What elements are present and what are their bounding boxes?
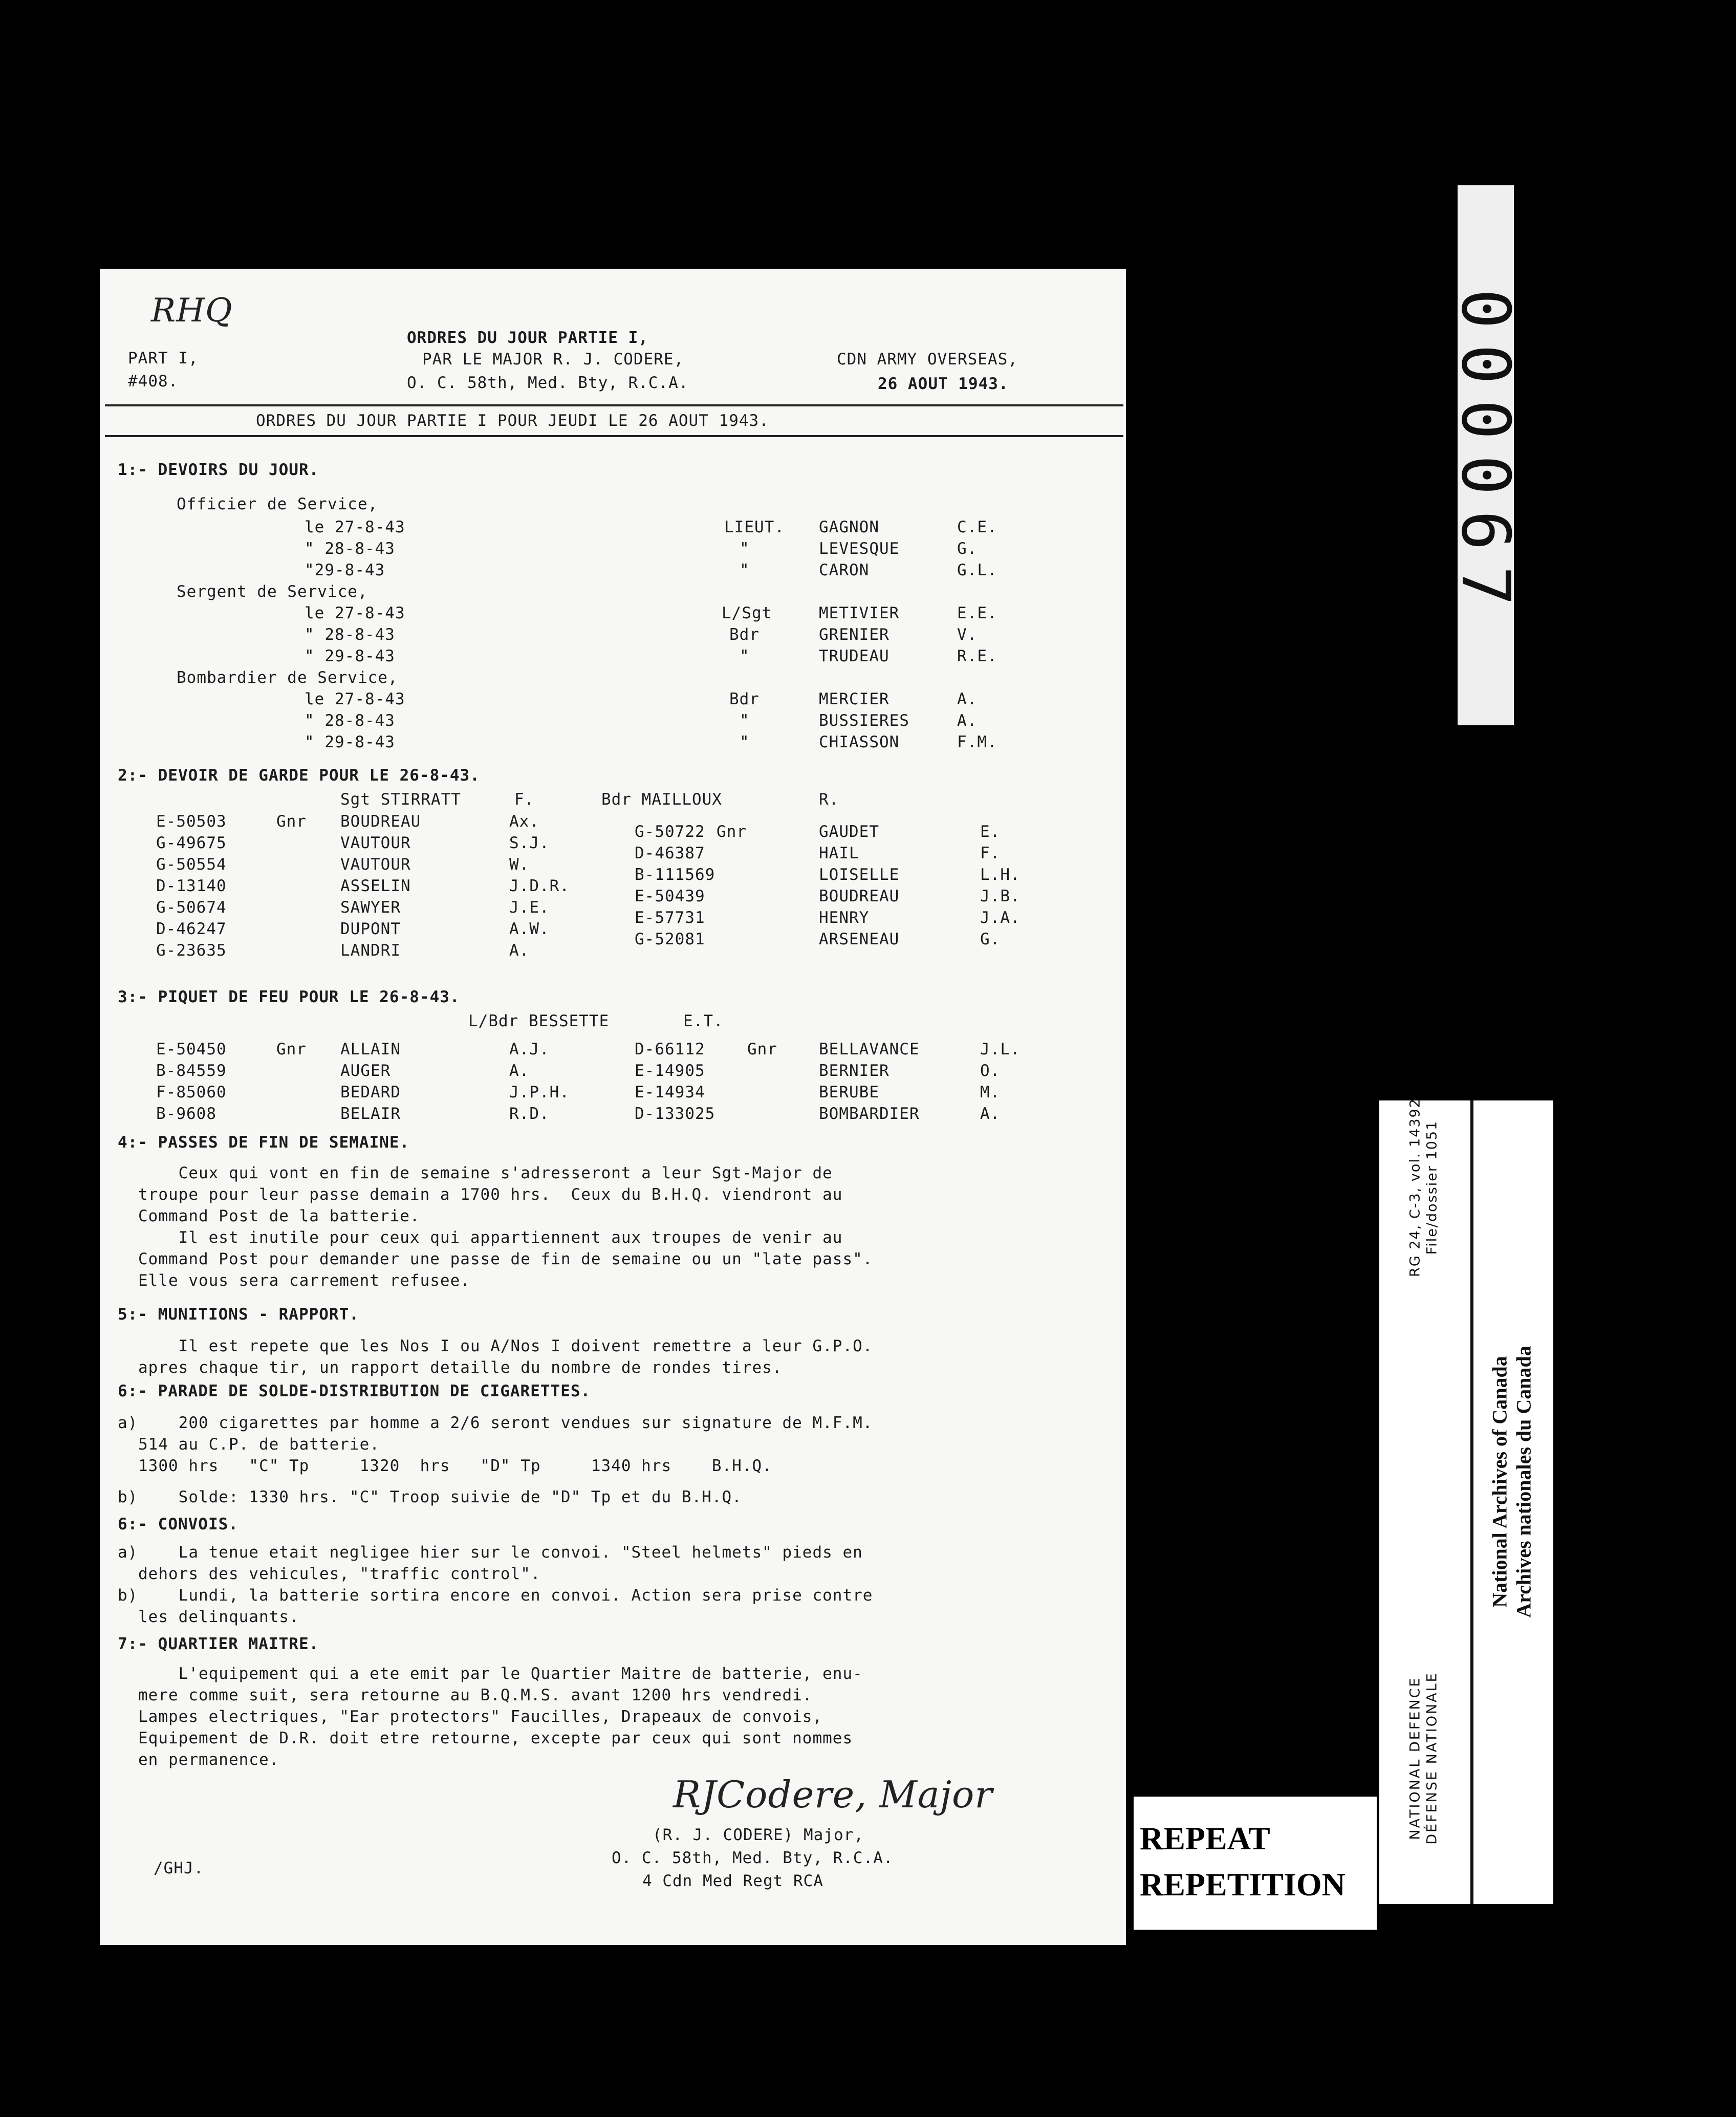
name: BELAIR — [340, 1105, 401, 1123]
name: SAWYER — [340, 898, 401, 917]
name: ASSELIN — [340, 877, 411, 895]
initials: J.P.H. — [509, 1083, 570, 1101]
body-line: Lundi, la batterie sortira encore en convoi. Action sera prise contre — [138, 1586, 873, 1605]
service-number: D-133025 — [635, 1105, 715, 1123]
duty-name: BUSSIERES — [819, 711, 909, 730]
initials: F. — [980, 844, 1001, 862]
initials: E. — [980, 823, 1001, 841]
service-number: D-13140 — [156, 877, 227, 895]
group-title: Sergent de Service, — [177, 582, 368, 601]
initials: J.L. — [980, 1040, 1021, 1058]
file-reference: File/dossier 1051 — [1424, 1120, 1440, 1255]
initials: R.D. — [509, 1105, 550, 1123]
name: LANDRI — [340, 941, 401, 960]
name: BELLAVANCE — [819, 1040, 920, 1058]
duty-initials: R.E. — [957, 647, 997, 665]
duty-initials: A. — [957, 690, 978, 708]
service-number: D-46247 — [156, 920, 227, 938]
duty-date: " 29-8-43 — [305, 647, 395, 665]
body-line: L'equipement qui a ete emit par le Quartier Maitre de batterie, enu- — [138, 1665, 863, 1683]
army-line: CDN ARMY OVERSEAS, — [837, 350, 1018, 369]
service-number: G-23635 — [156, 941, 227, 960]
duty-date: " 28-8-43 — [305, 711, 395, 730]
duty-initials: G. — [957, 539, 978, 558]
name: GAUDET — [819, 823, 879, 841]
document-subtitle: ORDRES DU JOUR PARTIE I POUR JEUDI LE 26 AOUT 1943. — [256, 412, 769, 430]
reel-number: 000067 — [1447, 289, 1525, 621]
duty-rank: LIEUT. — [724, 518, 785, 536]
initials: M. — [980, 1083, 1001, 1101]
name: BEDARD — [340, 1083, 401, 1101]
section-4-heading: 4:- PASSES DE FIN DE SEMAINE. — [118, 1133, 410, 1152]
national-defence-text: NATIONAL DEFENCE — [1407, 1676, 1423, 1840]
document-title: ORDRES DU JOUR PARTIE I, — [407, 329, 648, 347]
item-label: a) — [118, 1414, 138, 1432]
initials: W. — [509, 855, 530, 874]
body-line: Solde: 1330 hrs. "C" Troop suivie de "D" Tp et du B.H.Q. — [138, 1488, 742, 1506]
guard-bombardier-initials: R. — [819, 790, 839, 809]
duty-date: "29-8-43 — [305, 561, 385, 579]
service-number: D-46387 — [635, 844, 705, 862]
initials: J.B. — [980, 887, 1021, 905]
document-page — [100, 269, 1126, 1945]
body-line: troupe pour leur passe demain a 1700 hrs. Ceux du B.H.Q. viendront au — [138, 1185, 843, 1204]
duty-initials: F.M. — [957, 733, 997, 751]
repetition-text: REPETITION — [1140, 1866, 1346, 1903]
initials: S.J. — [509, 834, 550, 852]
rank: Gnr — [747, 1040, 777, 1058]
service-number: B-111569 — [635, 866, 715, 884]
section-7-heading: 7:- QUARTIER MAITRE. — [118, 1635, 319, 1653]
body-line: La tenue etait negligee hier sur le convoi. "Steel helmets" pieds en — [138, 1543, 863, 1562]
initials: L.H. — [980, 866, 1021, 884]
initials: G. — [980, 930, 1001, 948]
duty-initials: C.E. — [957, 518, 997, 536]
issuer-line: PAR LE MAJOR R. J. CODERE, — [422, 350, 684, 369]
item-label: a) — [118, 1543, 138, 1562]
signature-unit: O. C. 58th, Med. Bty, R.C.A. — [612, 1849, 894, 1867]
duty-rank: Bdr — [729, 625, 760, 644]
name: ALLAIN — [340, 1040, 401, 1058]
service-number: G-49675 — [156, 834, 227, 852]
duty-name: MERCIER — [819, 690, 889, 708]
duty-rank: L/Sgt — [722, 604, 772, 622]
repeat-text: REPEAT — [1140, 1820, 1270, 1856]
rank: Gnr — [276, 1040, 307, 1058]
signature-name: (R. J. CODERE) Major, — [653, 1826, 864, 1844]
unit-line: O. C. 58th, Med. Bty, R.C.A. — [407, 374, 689, 392]
picket-leader-initials: E.T. — [683, 1012, 724, 1030]
initials: J.D.R. — [509, 877, 570, 895]
service-number: B-9608 — [156, 1105, 216, 1123]
name: BERUBE — [819, 1083, 879, 1101]
duty-date: " 29-8-43 — [305, 733, 395, 751]
body-line: 1300 hrs "C" Tp 1320 hrs "D" Tp 1340 hrs B.H.Q. — [138, 1457, 772, 1475]
guard-sergeant: Sgt STIRRATT — [340, 790, 461, 809]
name: DUPONT — [340, 920, 401, 938]
service-number: E-50439 — [635, 887, 705, 905]
duty-name: METIVIER — [819, 604, 900, 622]
body-line: 514 au C.P. de batterie. — [138, 1435, 380, 1454]
name: VAUTOUR — [340, 834, 411, 852]
section-6-heading: 6:- PARADE DE SOLDE-DISTRIBUTION DE CIGARETTES. — [118, 1382, 591, 1400]
name: LOISELLE — [819, 866, 900, 884]
service-number: E-14934 — [635, 1083, 705, 1101]
guard-sergeant-initials: F. — [514, 790, 535, 809]
item-label: b) — [118, 1488, 138, 1506]
typist-initials: /GHJ. — [154, 1859, 204, 1877]
body-line: Il est repete que les Nos I ou A/Nos I doivent remettre a leur G.P.O. — [138, 1337, 873, 1355]
defense-nationale-text: DÉFENSE NATIONALE — [1424, 1672, 1440, 1845]
body-line: apres chaque tir, un rapport detaille du nombre de rondes tires. — [138, 1358, 783, 1377]
name: ARSENEAU — [819, 930, 900, 948]
section-5-heading: 5:- MUNITIONS - RAPPORT. — [118, 1305, 359, 1324]
service-number: G-52081 — [635, 930, 705, 948]
record-group-reference: RG 24, C-3, vol. 14392 — [1407, 1098, 1423, 1277]
document-date: 26 AOUT 1943. — [878, 375, 1009, 393]
guard-bombardier: Bdr MAILLOUX — [601, 790, 722, 809]
service-number: D-66112 — [635, 1040, 705, 1058]
service-number: F-85060 — [156, 1083, 227, 1101]
body-line: mere comme suit, sera retourne au B.Q.M.S. avant 1200 hrs vendredi. — [138, 1686, 813, 1704]
initials: A. — [509, 941, 530, 960]
duty-name: TRUDEAU — [819, 647, 889, 665]
service-number: E-57731 — [635, 909, 705, 927]
duty-rank: " — [740, 647, 750, 665]
rank: Gnr — [717, 823, 747, 841]
duty-date: " 28-8-43 — [305, 539, 395, 558]
duty-initials: A. — [957, 711, 978, 730]
duty-rank: " — [740, 539, 750, 558]
handwritten-signature: RJCodere, Major — [673, 1773, 993, 1816]
subtitle-rule — [105, 435, 1123, 437]
duty-rank: " — [740, 733, 750, 751]
group-title: Officier de Service, — [177, 495, 378, 513]
initials: A. — [509, 1062, 530, 1080]
picket-leader: L/Bdr BESSETTE — [468, 1012, 610, 1030]
section-2-heading: 2:- DEVOIR DE GARDE POUR LE 26-8-43. — [118, 766, 480, 785]
duty-initials: V. — [957, 625, 978, 644]
handwritten-note: RHQ — [151, 292, 233, 330]
duty-date: le 27-8-43 — [305, 518, 405, 536]
body-line: Command Post pour demander une passe de fin de semaine ou un "late pass". — [138, 1250, 873, 1268]
name: HAIL — [819, 844, 859, 862]
service-number: E-50503 — [156, 812, 227, 831]
initials: J.A. — [980, 909, 1021, 927]
signature-regiment: 4 Cdn Med Regt RCA — [642, 1872, 823, 1890]
initials: A.W. — [509, 920, 550, 938]
archive-reference-tag — [1379, 1100, 1553, 1904]
tag-divider — [1470, 1100, 1473, 1904]
group-title: Bombardier de Service, — [177, 668, 398, 687]
duty-name: CHIASSON — [819, 733, 900, 751]
repeat-stamp — [1134, 1797, 1377, 1930]
duty-date: le 27-8-43 — [305, 690, 405, 708]
initials: J.E. — [509, 898, 550, 917]
section-6b-heading: 6:- CONVOIS. — [118, 1515, 238, 1533]
body-line: Command Post de la batterie. — [138, 1207, 420, 1225]
duty-rank: " — [740, 711, 750, 730]
body-line: dehors des vehicules, "traffic control". — [138, 1565, 541, 1583]
body-line: Lampes electriques, "Ear protectors" Faucilles, Drapeaux de convois, — [138, 1708, 823, 1726]
duty-name: CARON — [819, 561, 870, 579]
name: VAUTOUR — [340, 855, 411, 874]
body-line: Elle vous sera carrement refusee. — [138, 1271, 470, 1290]
duty-date: " 28-8-43 — [305, 625, 395, 644]
duty-name: LEVESQUE — [819, 539, 900, 558]
duty-rank: " — [740, 561, 750, 579]
duty-rank: Bdr — [729, 690, 760, 708]
duty-initials: G.L. — [957, 561, 997, 579]
section-3-heading: 3:- PIQUET DE FEU POUR LE 26-8-43. — [118, 988, 460, 1006]
name: BOUDREAU — [340, 812, 421, 831]
service-number: G-50554 — [156, 855, 227, 874]
duty-date: le 27-8-43 — [305, 604, 405, 622]
service-number: E-14905 — [635, 1062, 705, 1080]
body-line: Il est inutile pour ceux qui appartiennent aux troupes de venir au — [138, 1228, 843, 1247]
body-line: 200 cigarettes par homme a 2/6 seront vendues sur signature de M.F.M. — [138, 1414, 873, 1432]
archives-name-french: Archives nationales du Canada — [1512, 1346, 1535, 1618]
name: BOMBARDIER — [819, 1105, 920, 1123]
initials: O. — [980, 1062, 1001, 1080]
item-label: b) — [118, 1586, 138, 1605]
duty-name: GRENIER — [819, 625, 889, 644]
service-number: G-50722 — [635, 823, 705, 841]
part-number: #408. — [128, 372, 179, 391]
duty-name: GAGNON — [819, 518, 879, 536]
part-label: PART I, — [128, 349, 199, 368]
initials: A.J. — [509, 1040, 550, 1058]
name: AUGER — [340, 1062, 391, 1080]
body-line: les delinquants. — [138, 1608, 299, 1626]
body-line: Ceux qui vont en fin de semaine s'adresseront a leur Sgt-Major de — [138, 1164, 833, 1182]
name: BERNIER — [819, 1062, 889, 1080]
name: HENRY — [819, 909, 870, 927]
initials: Ax. — [509, 812, 539, 831]
archives-name-english: National Archives of Canada — [1488, 1356, 1511, 1608]
initials: A. — [980, 1105, 1001, 1123]
service-number: E-50450 — [156, 1040, 227, 1058]
header-rule — [105, 404, 1123, 406]
section-1-heading: 1:- DEVOIRS DU JOUR. — [118, 461, 319, 479]
body-line: en permanence. — [138, 1751, 279, 1769]
service-number: G-50674 — [156, 898, 227, 917]
rank: Gnr — [276, 812, 307, 831]
name: BOUDREAU — [819, 887, 900, 905]
duty-initials: E.E. — [957, 604, 997, 622]
body-line: Equipement de D.R. doit etre retourne, excepte par ceux qui sont nommes — [138, 1729, 853, 1747]
service-number: B-84559 — [156, 1062, 227, 1080]
